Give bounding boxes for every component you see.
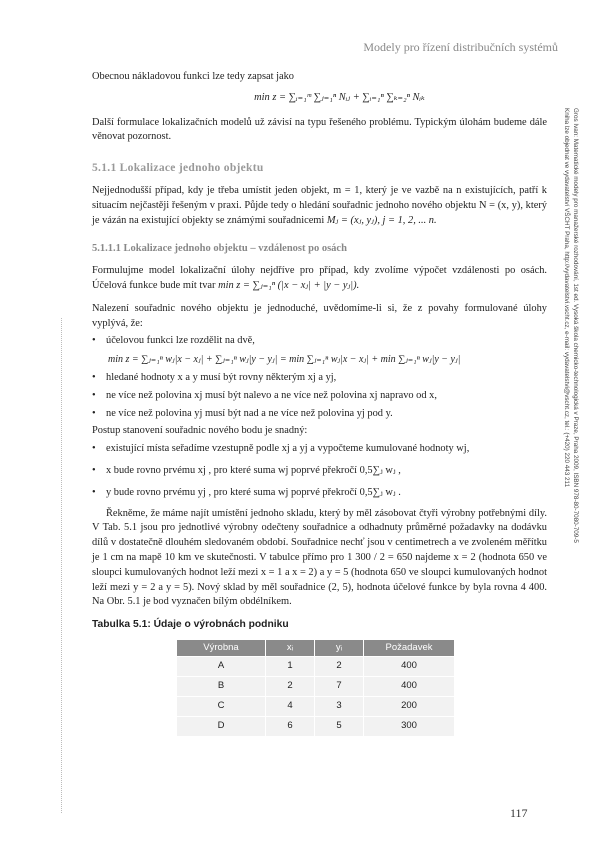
section-heading-5111: 5.1.1.1 Lokalizace jednoho objektu – vzdálenost po osách bbox=[92, 243, 347, 255]
procedure-text: Postup stanovení souřadnic nového bodu je snadný: bbox=[92, 425, 308, 437]
table-cell: 2 bbox=[315, 656, 364, 676]
side-note-line-2: Kniha lze objednat ve vydavatelství VŠCHT Praha, http://vydavatelstvi.vscht.cz, e-mail: vydavatelstvi@vscht.cz, tel.: (+420) 220 443 211 bbox=[563, 108, 570, 488]
objective-formula: min z = ∑ⱼ₌₁ⁿ (|x − xⱼ| + |y − yⱼ|). bbox=[218, 279, 360, 291]
table-row bbox=[177, 676, 455, 696]
table-cell: A bbox=[177, 656, 266, 676]
table-cell: 2 bbox=[266, 676, 315, 696]
list-item: • x bude rovno prvému xj , pro které suma wj poprvé překročí 0,5∑ⱼ wⱼ , bbox=[92, 464, 547, 479]
margin-dotted-line bbox=[61, 318, 62, 813]
list-item: • y bude rovno prvému yj , pro které suma wj poprvé překročí 0,5∑ⱼ wⱼ . bbox=[92, 486, 547, 501]
table-cell: 200 bbox=[364, 696, 455, 716]
table-cell: 400 bbox=[364, 656, 455, 676]
section-5111-paragraph: Formulujme model lokalizační úlohy nejdříve pro případ, kdy zvolíme výpočet vzdálenosti po osách. Účelová funkce bude mít tvar min z = ∑ⱼ₌₁ⁿ (|x − xⱼ| + |y − yⱼ|). bbox=[92, 265, 547, 291]
table-cell: D bbox=[177, 716, 266, 736]
split-formula: min z = ∑ⱼ₌₁ⁿ wⱼ|x − xⱼ| + ∑ⱼ₌₁ⁿ wⱼ|y − yⱼ| = min ∑ⱼ₌₁ⁿ wⱼ|x − xⱼ| + min ∑ⱼ₌₁ⁿ wⱼ|y − yⱼ| bbox=[108, 354, 461, 366]
list-item: • hledané hodnoty x a y musí být rovny některým xj a yj, bbox=[92, 371, 547, 386]
intro-paragraph: Další formulace lokalizačních modelů už závisí na typu řešeného problému. Typickým úlohám budeme dále věnovat pozornost. bbox=[92, 116, 547, 143]
page-content bbox=[92, 70, 547, 737]
steps-list bbox=[92, 442, 547, 500]
side-note-line-1: Gros Ivan: Matematické modely pro manažerské rozhodování, 1st ed. Vysoká škola chemicko-technologická v Praze, Praha 2009, ISBN 978-80-7080-709-5 bbox=[572, 108, 579, 543]
column-header: Požadavek bbox=[364, 639, 455, 656]
list-item: • ne více než polovina yj musí být nad a ne více než polovina yj pod y. bbox=[92, 407, 547, 422]
table-row bbox=[177, 656, 455, 676]
table-cell: 5 bbox=[315, 716, 364, 736]
coordinates-formula: Mⱼ = (xⱼ, yⱼ), j = 1, 2, ... n. bbox=[326, 214, 437, 226]
cost-formula: min z = ∑ᵢ₌₁ᵐ ∑ⱼ₌₁ⁿ Nᵢⱼ + ∑ᵢ₌₁ⁿ ∑ₖ₌₂ⁿ Nᵢₖ bbox=[254, 91, 425, 103]
column-header: Výrobna bbox=[177, 639, 266, 656]
list-item: • existující místa seřadíme vzestupně podle xj a yj a vypočteme kumulované hodnoty wj, bbox=[92, 442, 547, 457]
side-note bbox=[562, 108, 579, 688]
table-row bbox=[177, 716, 455, 736]
column-header: yᵢ bbox=[315, 639, 364, 656]
page-number: 117 bbox=[510, 806, 528, 820]
section-5111-paragraph-2: Nalezení souřadnic nového objektu je jednoduché, uvědomíme-li si, že z povahy formulované úlohy vyplývá, že: bbox=[92, 302, 547, 329]
section-heading-511: 5.1.1 Lokalizace jednoho objektu bbox=[92, 162, 264, 175]
data-table bbox=[176, 639, 455, 737]
column-header: xᵢ bbox=[266, 639, 315, 656]
table-cell: 1 bbox=[266, 656, 315, 676]
properties-list bbox=[92, 334, 547, 421]
table-cell: 400 bbox=[364, 676, 455, 696]
list-item: • účelovou funkci lze rozdělit na dvě, min z = ∑ⱼ₌₁ⁿ wⱼ|x − xⱼ| + ∑ⱼ₌₁ⁿ wⱼ|y − yⱼ| = min ∑ⱼ₌₁ⁿ wⱼ|x − xⱼ| + min ∑ⱼ₌₁ⁿ wⱼ|y − yⱼ| bbox=[92, 334, 547, 368]
running-header: Modely pro řízení distribučních systémů bbox=[363, 40, 558, 54]
table-cell: 6 bbox=[266, 716, 315, 736]
intro-text: Obecnou nákladovou funkci lze tedy zapsat jako bbox=[92, 71, 294, 82]
list-item: • ne více než polovina xj musí být nalevo a ne více než polovina xj napravo od x, bbox=[92, 389, 547, 404]
table-cell: 4 bbox=[266, 696, 315, 716]
table-header-row bbox=[177, 639, 455, 656]
example-paragraph: Řekněme, že máme najít umístění jednoho skladu, který by měl zásobovat čtyři výrobny potřebnými díly. V Tab. 5.1 jsou pro jednotlivé výrobny odečteny souřadnice a odhadnuty průměrné požadavky na dodávku dílů v dostatečně dlouhém sledovaném období. Souřadnice nechť jsou v centimetrech a ve zvoleném měřítku je 1 cm na mapě 10 km ve skutečnosti. V tabulce přímo pro 1 300 / 2 = 650 najdeme x = 2 (hodnota 650 ve sloupci kumulovaných hodnot leží mezi x = 1 a x = 2) a y = 5 (hodnota 650 ve sloupci kumulovaných hodnot leží mezi y = 2 a y = 5). Nový sklad by měl souřadnice (2, 5), hodnota účelové funkce by byla rovna 4 400. Na Obr. 5.1 je bod vyznačen bílým obdélníkem. bbox=[92, 507, 547, 608]
table-cell: 300 bbox=[364, 716, 455, 736]
table-cell: 3 bbox=[315, 696, 364, 716]
table-row bbox=[177, 696, 455, 716]
table-cell: C bbox=[177, 696, 266, 716]
table-caption: Tabulka 5.1: Údaje o výrobnách podniku bbox=[92, 619, 289, 631]
table-cell: B bbox=[177, 676, 266, 696]
section-511-paragraph: Nejjednodušší případ, kdy je třeba umístit jeden objekt, m = 1, který je ve vazbě na n existujících, patří k situacím nejčastěji řešeným v praxi. Půjde tedy o hledání souřadnic jednoho nového objektu N = (x, y), který je vázán na existující objekty se známými souřadnicemi Mⱼ = (xⱼ, yⱼ), j = 1, 2, ... n. bbox=[92, 184, 547, 226]
table-cell: 7 bbox=[315, 676, 364, 696]
